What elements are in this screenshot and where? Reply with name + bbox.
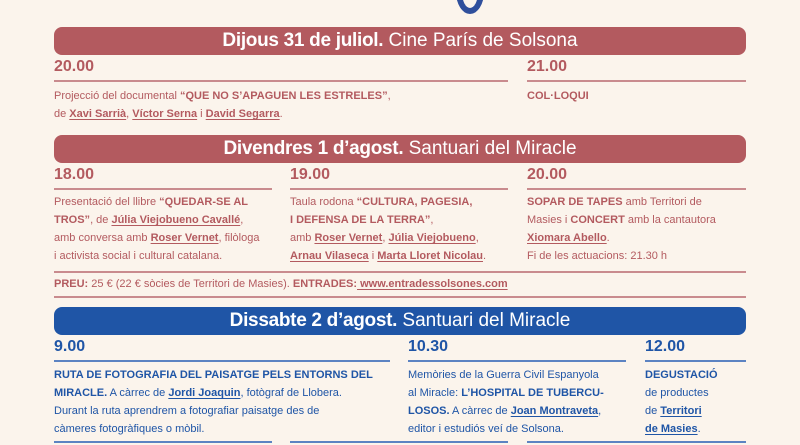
day2-event1-line2: TROS”, de Júlia Viejobueno Cavallé, [54, 214, 244, 226]
person-roser-vernet-2: Roser Vernet [314, 232, 383, 244]
day2-date: Divendres 1 d’agost. [223, 138, 404, 159]
person-xiomara-abello: Xiomara Abello [527, 232, 607, 244]
day3-event1-line3: Durant la ruta aprendrem a fotografiar paisatge des de [54, 405, 320, 417]
day1-event1-line1: Projecció del documental “QUE NO S’APAGUEN LES ESTRELES”, [54, 90, 391, 102]
day2-event1-line1: Presentació del llibre “QUEDAR-SE AL [54, 196, 248, 208]
day3-event1-line1: RUTA DE FOTOGRAFIA DEL PAISATGE PELS ENTORNS DEL [54, 369, 373, 381]
person-roser-vernet: Roser Vernet [150, 232, 219, 244]
day3-event3-time: 12.00 [645, 338, 686, 355]
day2-event3-line1: SOPAR DE TAPES amb Territori de [527, 196, 702, 208]
day3-date: Dissabte 2 d’agost. [229, 310, 398, 331]
price-top-divider [54, 271, 746, 273]
day3-banner [54, 307, 746, 335]
bottom-divider-3 [527, 441, 746, 443]
day1-date: Dijous 31 de juliol. [222, 30, 384, 51]
day2-banner [54, 135, 746, 163]
day2-event3-line2: Masies i CONCERT amb la cantautora [527, 214, 716, 226]
day1-event2-text: COL·LOQUI [527, 90, 589, 102]
day1-place: Cine París de Solsona [388, 30, 578, 51]
day2-event3-divider [527, 188, 746, 190]
day3-event3-divider [645, 360, 746, 362]
day3-event3-line2: de productes [645, 387, 709, 399]
day1-banner [54, 27, 746, 55]
day3-event2-divider [408, 360, 626, 362]
person-julia-viejobueno-cavalle: Júlia Viejobueno Cavallé [111, 214, 241, 226]
day2-event2-time: 19.00 [290, 166, 331, 183]
org-de-masies: de Masies [645, 423, 698, 435]
person-joan-montraveta: Joan Montraveta [510, 405, 599, 417]
person-victor-serna: Víctor Serna [132, 108, 198, 120]
entries-link[interactable]: www.entradessolsones.com [357, 278, 508, 290]
day2-event2-line2: I DEFENSA DE LA TERRA”, [290, 214, 434, 226]
day3-event2-line2: al Miracle: L’HOSPITAL DE TUBERCU- [408, 387, 604, 399]
day3-event1-time: 9.00 [54, 338, 86, 355]
day3-event3-line4: de Masies. [645, 423, 701, 435]
day1-event2-time: 21.00 [527, 58, 568, 75]
day2-event2-divider [290, 188, 508, 190]
person-arnau-vilaseca: Arnau Vilaseca [290, 250, 369, 262]
bottom-divider-2 [290, 441, 508, 443]
day2-event2-line4: Arnau Vilaseca i Marta Lloret Nicolau. [290, 250, 487, 262]
day1-event2-divider [527, 80, 746, 82]
entries-label: ENTRADES: [292, 278, 358, 290]
logo-mark-icon [456, 0, 484, 14]
day3-event2-line4: editor i estudiós veí de Solsona. [408, 423, 564, 435]
day2-place: Santuari del Miracle [408, 138, 577, 159]
person-jordi-joaquin: Jordi Joaquin [168, 387, 241, 399]
day2-event3-line4: Fi de les actuacions: 21.30 h [527, 250, 668, 262]
day3-event2-time: 10.30 [408, 338, 449, 355]
bottom-divider-1 [54, 441, 272, 443]
day3-event1-divider [54, 360, 390, 362]
day1-event1-divider [54, 80, 508, 82]
day2-event3-time: 20.00 [527, 166, 568, 183]
day2-event2-line1: Taula rodona “CULTURA, PAGESIA, [290, 196, 473, 208]
day2-event1-line4: i activista social i cultural catalana. [54, 250, 223, 262]
person-julia-viejobueno: Júlia Viejobueno [388, 232, 476, 244]
day3-event2-line3: LOSOS. A càrrec de Joan Montraveta, [408, 405, 602, 417]
price-label: PREU: [54, 278, 89, 290]
day2-event3-line3: Xiomara Abello. [527, 232, 610, 244]
day2-event2-line3: amb Roser Vernet, Júlia Viejobueno, [290, 232, 479, 244]
day2-event1-time: 18.00 [54, 166, 95, 183]
person-marta-lloret-nicolau: Marta Lloret Nicolau [377, 250, 483, 262]
day3-event2-line1: Memòries de la Guerra Civil Espanyola [408, 369, 599, 381]
day2-event1-divider [54, 188, 272, 190]
day2-event1-line3: amb conversa amb Roser Vernet, filòloga [54, 232, 260, 244]
day3-event1-line2: MIRACLE. A càrrec de Jordi Joaquin, fotògraf de Llobera. [54, 387, 342, 399]
day3-event1-line4: càmeres fotogràfiques o mòbil. [54, 423, 205, 435]
person-xavi-sarria: Xavi Sarrià [69, 108, 127, 120]
org-territori: Territori [660, 405, 702, 417]
day1-event1-time: 20.00 [54, 58, 95, 75]
day3-event3-line1: DEGUSTACIÓ [645, 369, 718, 381]
person-david-segarra: David Segarra [205, 108, 280, 120]
day3-event3-line3: de Territori [645, 405, 702, 417]
price-bottom-divider [54, 296, 746, 298]
price-row: PREU: 25 € (22 € sòcies de Territori de Masies). ENTRADES: www.entradessolsones.com [54, 278, 508, 290]
day1-event1-line2: de Xavi Sarrià, Víctor Serna i David Segarra. [54, 108, 283, 120]
day3-place: Santuari del Miracle [402, 310, 571, 331]
